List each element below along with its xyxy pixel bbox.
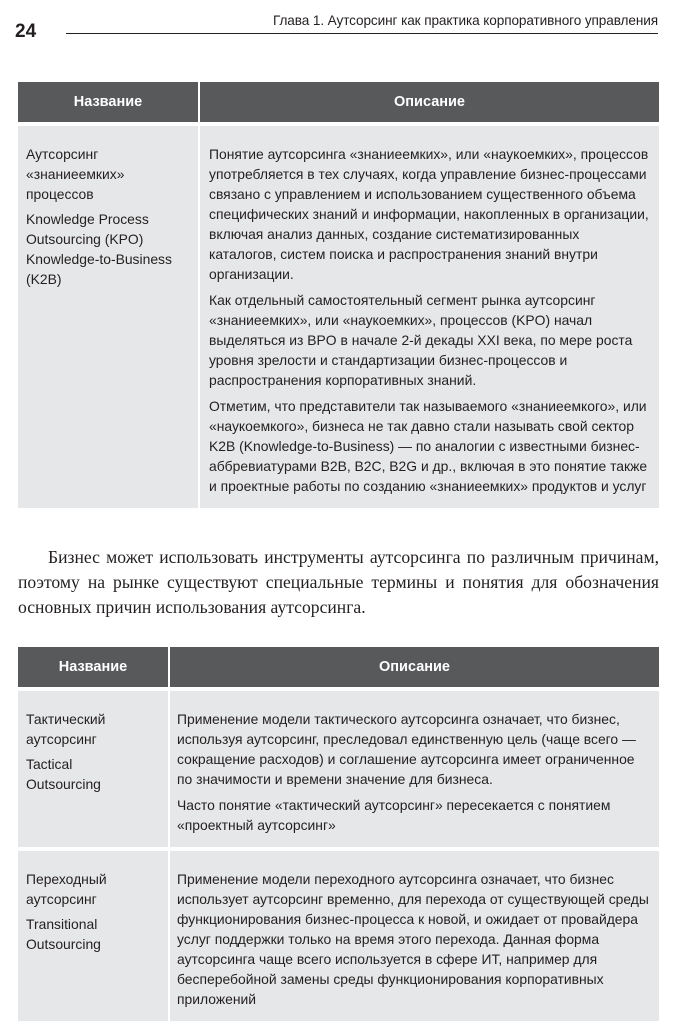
column-header-name: Название [18,82,198,122]
header-rule [66,33,658,34]
term-english-line: Transitional [26,916,98,932]
description-paragraph: Часто понятие «тактический аутсорсинг» пересекается с понятием «проектный аутсорсинг» [177,797,611,833]
body-paragraph: Бизнес может использовать инструменты аутсорсинга по различным причинам, поэтому на рынке существуют специальные термины и понятия для обозначения основных причин использования аутсорсинга. [18,547,659,617]
term-english-line: Tactical [26,756,73,772]
term-name-cell [18,687,168,847]
term-name-line: Аутсорсинг [26,146,99,162]
term-name-line: Тактический [26,711,106,727]
term-name-line: процессов [26,186,94,202]
column-header-description: Описание [168,647,659,687]
description-paragraph: Понятие аутсорсинга «знаниеемких», или «наукоемких», процессов употребляется в тех случаях, когда управление бизнес-процессами связано с управлением и использованием существенного объема специфических знаний и информации, накопленных в организации, включая анализ данных, создание систематизированных каталогов, систем поиска и распространения знаний внутри организации. [209,146,649,282]
column-header-name: Название [18,647,168,687]
terms-table-kpo [18,82,659,508]
term-name-line: «знаниеемких» [26,166,125,182]
term-name-line: Переходный [26,871,107,887]
table-header-row [18,82,659,122]
table-header-row [18,647,659,687]
description-paragraph: Применение модели тактического аутсорсинга означает, что бизнес, используя аутсорсинг, преследовал единственную цель (чаще всего — сокращение расходов) и соглашение аутсорсинга имеет ограниченное по значимости и времени значение для бизнеса. [177,711,636,787]
term-description-cell [198,122,659,508]
term-english-line: Outsourcing (KPO) [26,231,144,247]
table-row [18,122,659,508]
page-number: 24 [15,21,37,42]
description-paragraph: Отметим, что представители так называемого «знаниеемкого», или «наукоемкого», бизнеса не так давно стали называть свой сектор K2B (Knowledge-to-Business) — по аналогии с известными бизнес-аббревиатурами B2B, B2C, B2G и др., включая в это понятие также и проектные работы по созданию «знаниеемких» продуктов и услуг [209,398,648,494]
running-head: Глава 1. Аутсорсинг как практика корпоративного управления [272,13,658,28]
table-row [18,687,659,847]
term-name-line: аутсорсинг [26,891,97,907]
column-header-description: Описание [198,82,659,122]
term-english-line: Knowledge-to-Business [26,251,172,267]
term-english-line: Outsourcing [26,936,101,952]
term-name-cell [18,122,198,508]
term-english-line: Knowledge Process [26,211,149,227]
term-name-cell [18,847,168,1021]
term-name-line: аутсорсинг [26,731,97,747]
term-description-cell [168,847,659,1021]
description-paragraph: Применение модели переходного аутсорсинга означает, что бизнес использует аутсорсинг временно, для перехода от существующей среды функционирования бизнес-процесса к новой, и ожидает от провайдера услуг поддержки только на время этого перехода. Данная форма аутсорсинга чаще всего используется в сфере ИТ, например для бесперебойной замены среды функционирования корпоративных приложений [177,871,649,1007]
table-row [18,847,659,1021]
terms-table-outsourcing-types [18,647,659,1021]
term-description-cell [168,687,659,847]
description-paragraph: Как отдельный самостоятельный сегмент рынка аутсорсинг «знаниеемких», или «наукоемких», процессов (KPO) начал выделяться из BPO в начале 2-й декады XXI века, по мере роста уровня зрелости и стандартизации бизнес-процессов и распространения корпоративных знаний. [209,292,633,388]
term-english-line: Outsourcing [26,776,101,792]
term-english-line: (K2B) [26,271,62,287]
